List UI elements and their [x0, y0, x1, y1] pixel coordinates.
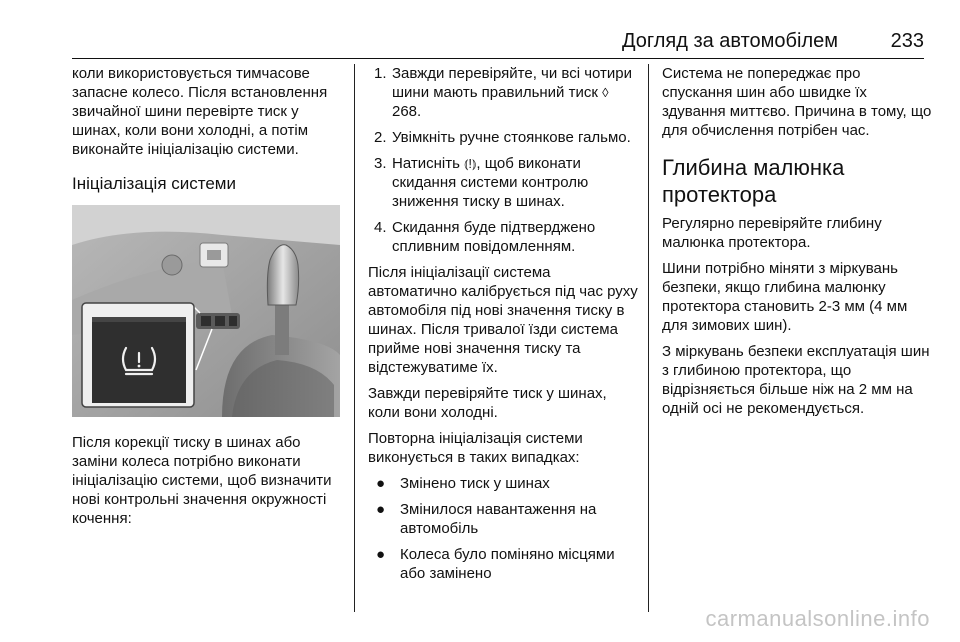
calibration-paragraph: Після ініціалізації система автоматично калібрується під час руху автомобіля під нові значення тиску в шинах. Після тривалої їзди система прийме нові значення тиску та відстежуватиме їх.: [368, 264, 638, 376]
column-right: [662, 64, 932, 425]
page-header: [72, 28, 924, 59]
bullet-text: Змінено тиск у шинах: [400, 475, 550, 492]
list-item: [368, 154, 638, 211]
list-item: [368, 474, 638, 493]
step-text: 268.: [392, 103, 422, 120]
step-text: Натисніть: [392, 155, 465, 172]
page-number: 233: [890, 30, 924, 52]
step-text: Увімкніть ручне стоянкове гальмо.: [392, 129, 631, 146]
tread-check-paragraph: Регулярно перевіряйте глибину малюнка протектора.: [662, 215, 882, 251]
reset-instructions-paragraph: Після корекції тиску в шинах або заміни колеса потрібно виконати ініціалізацію системи, щоб визначити нові контрольні значення окружності кочення:: [72, 434, 332, 527]
reinit-paragraph: Повторна ініціалізація системи виконується в таких випадках:: [368, 430, 583, 466]
bullet-text: Змінилося навантаження на автомобіль: [400, 501, 597, 537]
step-text: , щоб виконати скидання системи контролю зниження тиску в шинах.: [392, 155, 589, 210]
tread-replace-paragraph: Шини потрібно міняти з міркувань безпеки, якщо глибина малюнку протектора становить 2-3 мм (4 мм для зимових шин).: [662, 260, 908, 334]
list-item: [368, 128, 638, 147]
intro-paragraph: коли використовується тимчасове запасне колесо. Після встановлення звичайної шини перевірте тиск у шинах, коли вони холодні, а потім виконайте ініціалізацію системи.: [72, 65, 328, 158]
bullet-icon: ●: [376, 501, 386, 518]
tire-pressure-icon: ⦅!⦆: [464, 156, 477, 171]
list-item: [368, 64, 638, 121]
cold-check-paragraph: Завжди перевіряйте тиск у шинах, коли вони холодні.: [368, 385, 607, 421]
watermark: carmanualsonline.info: [705, 606, 930, 631]
step-text: Скидання буде підтверджено спливним повідомленням.: [392, 219, 596, 255]
bullet-text: Колеса було поміняно місцями або замінено: [400, 546, 615, 582]
column-divider: [648, 64, 649, 612]
step-number: 4.: [374, 219, 387, 236]
header-title: Догляд за автомобілем: [621, 30, 838, 52]
column-left: [72, 64, 342, 535]
list-item: [368, 218, 638, 256]
section-heading: Глибина малюнка протектора: [662, 155, 845, 207]
step-number: 3.: [374, 155, 387, 172]
list-item: [368, 500, 638, 538]
list-item: [368, 545, 638, 583]
step-number: 1.: [374, 65, 387, 82]
bullet-icon: ●: [376, 475, 386, 492]
page-reference-icon: ◊: [602, 85, 609, 100]
reinit-cases-list: [368, 474, 638, 583]
column-divider: [354, 64, 355, 612]
column-middle: [368, 64, 638, 590]
step-text: Завжди перевіряйте, чи всі чотири шини мають правильний тиск: [392, 65, 632, 101]
step-number: 2.: [374, 129, 387, 146]
tpms-button-illustration: [72, 205, 340, 417]
reset-steps-list: [368, 64, 638, 256]
warning-paragraph: Система не попереджає про спускання шин або швидке їх здування миттєво. Причина в тому, що для обчислення потрібен час.: [662, 65, 932, 139]
tread-axle-paragraph: З міркувань безпеки експлуатація шин з глибиною протектора, що відрізняється більше ніж на 2 мм на одній осі не рекомендується.: [662, 343, 930, 417]
bullet-icon: ●: [376, 546, 386, 563]
subsection-heading: Ініціалізація системи: [72, 174, 236, 193]
